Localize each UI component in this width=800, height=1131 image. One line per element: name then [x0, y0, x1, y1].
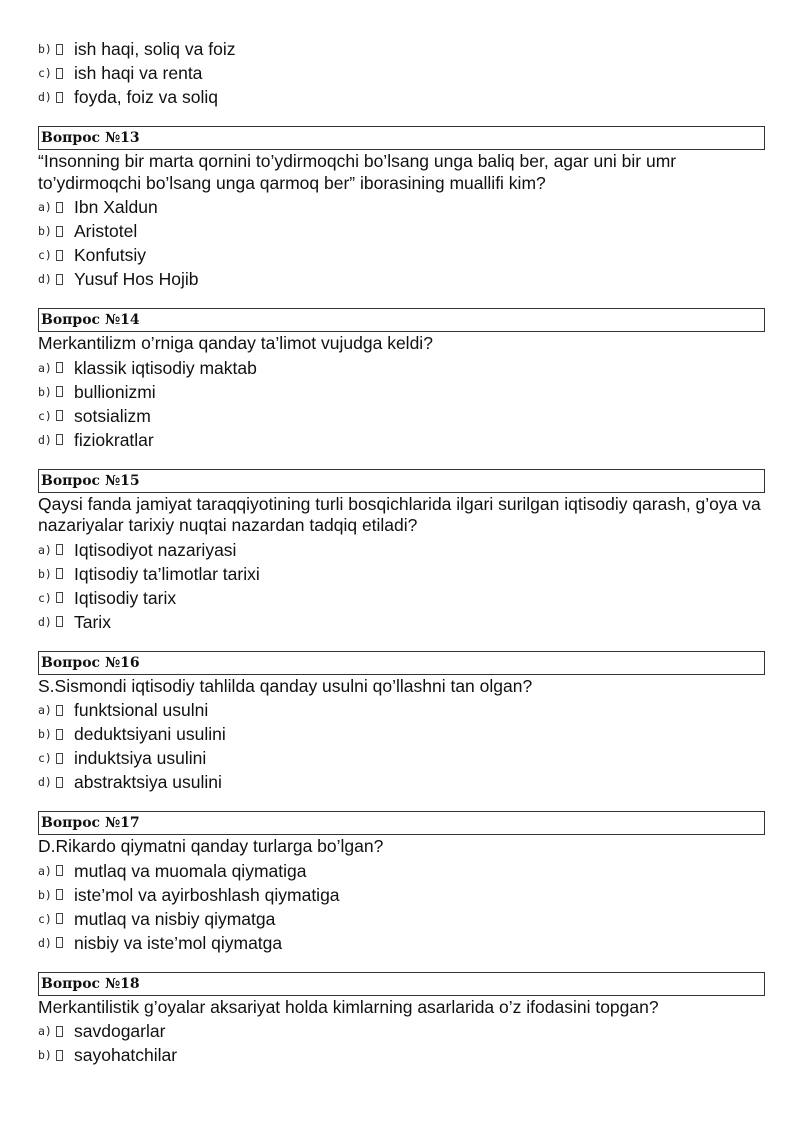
document-page [38, 37, 765, 1067]
checkbox-icon[interactable] [56, 865, 63, 876]
option-letter: b) [38, 224, 52, 238]
option-text: sotsializm [74, 405, 151, 426]
option-text: mutlaq va muomala qiymatiga [74, 860, 307, 881]
question-header: Вопрос №16 [38, 651, 765, 675]
option-letter: a) [38, 703, 52, 717]
checkbox-icon[interactable] [56, 705, 63, 716]
answer-option[interactable] [38, 404, 765, 428]
answer-option[interactable] [38, 883, 765, 907]
option-text: induktsiya usulini [74, 748, 207, 768]
checkbox-icon[interactable] [56, 250, 63, 261]
question-block-17 [38, 811, 765, 955]
checkbox-icon[interactable] [56, 1026, 63, 1037]
question-text: “Insonning bir marta qornini to’ydirmoqchi bo’lsang unga baliq ber, agar uni bir umr to’ydirmoqchi bo’lsang unga qarmoq ber” iborasining muallifi kim? [38, 151, 677, 193]
answer-option[interactable] [38, 37, 765, 61]
answer-option[interactable] [38, 356, 765, 380]
answer-option[interactable] [38, 586, 765, 610]
answer-option[interactable] [38, 1019, 765, 1043]
question-header: Вопрос №14 [38, 308, 765, 332]
checkbox-icon[interactable] [56, 362, 63, 373]
checkbox-icon[interactable] [56, 1050, 63, 1061]
option-text: iste’mol va ayirboshlash qiymatiga [74, 884, 340, 905]
option-text: bullionizmi [74, 381, 156, 402]
option-text: nisbiy va iste’mol qiymatga [74, 932, 283, 953]
checkbox-icon[interactable] [56, 202, 63, 213]
checkbox-icon[interactable] [56, 434, 63, 445]
checkbox-icon[interactable] [56, 68, 63, 79]
checkbox-icon[interactable] [56, 544, 63, 555]
option-letter: a) [38, 1024, 52, 1038]
checkbox-icon[interactable] [56, 44, 63, 55]
answer-option[interactable] [38, 1043, 765, 1067]
option-letter: a) [38, 360, 52, 375]
question-block-14 [38, 308, 765, 452]
option-text: abstraktsiya usulini [74, 772, 222, 792]
checkbox-icon[interactable] [56, 753, 63, 764]
option-letter: a) [38, 542, 52, 557]
question-block-16 [38, 651, 765, 795]
answer-option[interactable] [38, 219, 765, 243]
option-letter: c) [38, 66, 52, 80]
option-letter: a) [38, 863, 52, 878]
option-text: mutlaq va nisbiy qiymatga [74, 908, 276, 929]
option-letter: d) [38, 272, 52, 286]
option-letter: c) [38, 590, 52, 605]
checkbox-icon[interactable] [56, 913, 63, 924]
option-text: Ibn Xaldun [74, 197, 158, 217]
question-text: Qaysi fanda jamiyat taraqqiyotining turli bosqichlarida ilgari surilgan iqtisodiy qarash, g’oya va nazariyalar tarixiy nuqtai nazardan tadqiq etiladi? [38, 493, 761, 535]
checkbox-icon[interactable] [56, 226, 63, 237]
question-text: S.Sismondi iqtisodiy tahlilda qanday usulni qo’llashni tan olgan? [38, 675, 533, 696]
option-text: Iqtisodiy ta’limotlar tarixi [74, 563, 260, 584]
checkbox-icon[interactable] [56, 937, 63, 948]
option-letter: b) [38, 1048, 52, 1062]
option-text: ish haqi, soliq va foiz [74, 39, 236, 59]
checkbox-icon[interactable] [56, 616, 63, 627]
question-header: Вопрос №18 [38, 972, 765, 996]
option-text: sayohatchilar [74, 1045, 178, 1065]
option-text: Konfutsiy [74, 245, 146, 265]
option-letter: d) [38, 614, 52, 629]
question-header: Вопрос №13 [38, 126, 765, 150]
option-text: klassik iqtisodiy maktab [74, 357, 257, 378]
answer-option[interactable] [38, 698, 765, 722]
leading-options [38, 37, 765, 109]
checkbox-icon[interactable] [56, 410, 63, 421]
checkbox-icon[interactable] [56, 274, 63, 285]
answer-option[interactable] [38, 85, 765, 109]
option-letter: d) [38, 775, 52, 789]
answer-option[interactable] [38, 722, 765, 746]
checkbox-icon[interactable] [56, 729, 63, 740]
answer-option[interactable] [38, 428, 765, 452]
option-text: foyda, foiz va soliq [74, 87, 218, 107]
question-block-18 [38, 972, 765, 1068]
answer-option[interactable] [38, 195, 765, 219]
option-letter: c) [38, 911, 52, 926]
answer-option[interactable] [38, 610, 765, 634]
option-text: savdogarlar [74, 1021, 166, 1041]
answer-option[interactable] [38, 538, 765, 562]
question-block-15 [38, 469, 765, 634]
question-block-13 [38, 126, 765, 291]
option-letter: b) [38, 42, 52, 56]
checkbox-icon[interactable] [56, 92, 63, 103]
answer-option[interactable] [38, 61, 765, 85]
question-text: Merkantilistik g’oyalar aksariyat holda kimlarning asarlarida o’z ifodasini topgan? [38, 996, 659, 1017]
option-text: Iqtisodiyot nazariyasi [74, 539, 237, 560]
answer-option[interactable] [38, 770, 765, 794]
option-letter: d) [38, 935, 52, 950]
answer-option[interactable] [38, 243, 765, 267]
question-header: Вопрос №17 [38, 811, 765, 835]
option-letter: b) [38, 566, 52, 581]
checkbox-icon[interactable] [56, 568, 63, 579]
checkbox-icon[interactable] [56, 889, 63, 900]
answer-option[interactable] [38, 380, 765, 404]
answer-option[interactable] [38, 267, 765, 291]
option-text: Iqtisodiy tarix [74, 587, 177, 608]
answer-option[interactable] [38, 562, 765, 586]
checkbox-icon[interactable] [56, 592, 63, 603]
option-text: Tarix [74, 611, 111, 632]
option-letter: c) [38, 248, 52, 262]
option-letter: c) [38, 408, 52, 423]
question-text: Merkantilizm o’rniga qanday ta’limot vujudga keldi? [38, 333, 433, 353]
option-text: fiziokratlar [74, 429, 154, 450]
question-header: Вопрос №15 [38, 469, 765, 493]
question-text: D.Rikardo qiymatni qanday turlarga bo’lgan? [38, 836, 384, 856]
option-letter: b) [38, 727, 52, 741]
answer-option[interactable] [38, 907, 765, 931]
option-letter: d) [38, 90, 52, 104]
option-letter: d) [38, 432, 52, 447]
checkbox-icon[interactable] [56, 777, 63, 788]
answer-option[interactable] [38, 746, 765, 770]
option-text: funktsional usulni [74, 700, 209, 720]
answer-option[interactable] [38, 931, 765, 955]
checkbox-icon[interactable] [56, 386, 63, 397]
option-text: Aristotel [74, 221, 138, 241]
option-letter: b) [38, 887, 52, 902]
option-letter: a) [38, 200, 52, 214]
option-letter: c) [38, 751, 52, 765]
option-letter: b) [38, 384, 52, 399]
answer-option[interactable] [38, 859, 765, 883]
option-text: Yusuf Hos Hojib [74, 269, 199, 289]
option-text: deduktsiyani usulini [74, 724, 226, 744]
option-text: ish haqi va renta [74, 63, 203, 83]
